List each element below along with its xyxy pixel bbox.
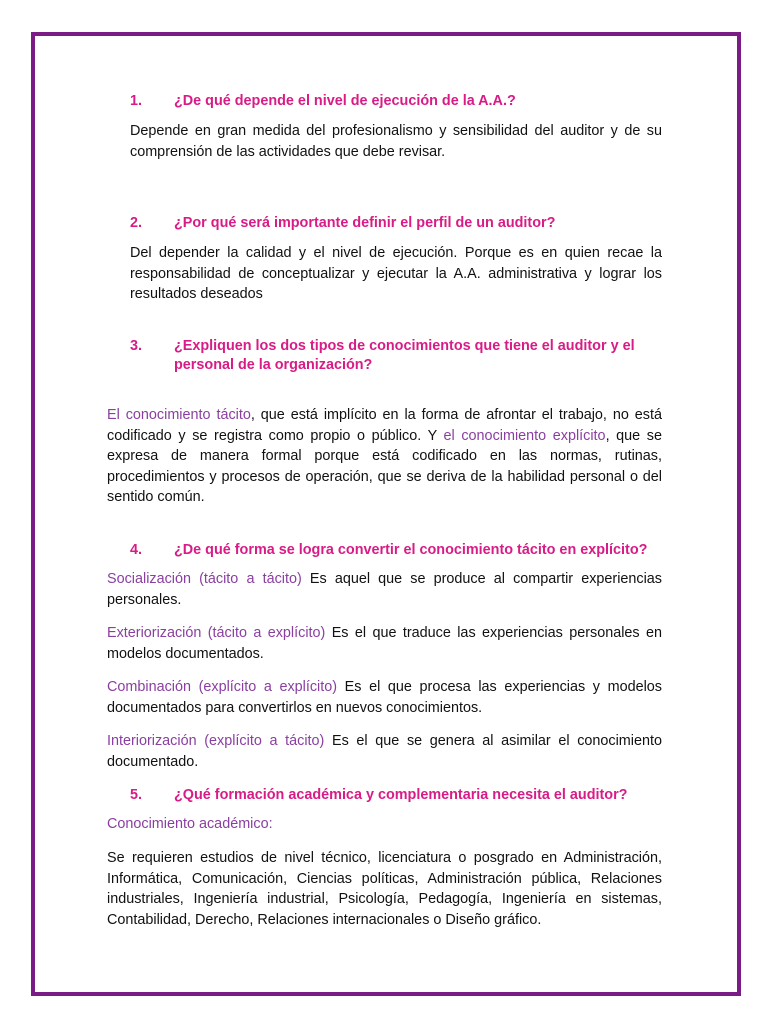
conversion-label: Exteriorización (tácito a explícito) [107,625,326,641]
answer-2: Del depender la calidad y el nivel de ejecución. Porque es en quien recae la responsabilidad de conceptualizar y ejecutar la A.A. administrativa y lograr los resultados deseados [130,245,662,302]
answer-3-text-1: , que está implícito en la forma de afrontar el trabajo, no está codificado y se registra como propio o público. Y [107,407,662,444]
question-4-text: ¿De qué forma se logra convertir el conocimiento tácito en explícito? [174,542,648,558]
question-4 [130,541,662,560]
question-5-number: 5. [130,787,143,803]
question-1-text: ¿De qué depende el nivel de ejecución de la A.A.? [174,93,516,109]
question-5-text: ¿Qué formación académica y complementaria necesita el auditor? [174,787,628,803]
question-1 [130,92,662,111]
question-4-number: 4. [130,542,143,558]
conversion-externalization [107,623,662,664]
conversion-label: Interiorización (explícito a tácito) [107,733,325,749]
question-5 [130,786,662,805]
question-2-text: ¿Por qué será importante definir el perfil de un auditor? [174,215,556,231]
conversion-internalization [107,731,662,772]
answer-5: Se requieren estudios de nivel técnico, licenciatura o posgrado en Administración, Informática, Comunicación, Ciencias políticas, Administración pública, Relaciones industriales, Ingeniería industrial, Psicología, Pedagogía, Ingeniería en sistemas, Contabilidad, Derecho, Relaciones internacionales o Diseño gráfico. [107,850,662,928]
question-2-number: 2. [130,215,143,231]
question-2 [130,214,662,233]
explicit-knowledge-term: el conocimiento explícito [443,427,606,444]
question-3-number: 3. [130,338,143,354]
question-1-number: 1. [130,93,143,109]
conversion-text: Es el que procesa las experiencias y modelos documentados para convertirlos en nuevos conocimientos. [107,679,662,716]
conversion-label: Socialización (tácito a tácito) [107,571,302,587]
answer-1: Depende en gran medida del profesionalismo y sensibilidad del auditor y de su comprensión de las actividades que debe revisar. [130,123,662,160]
conversion-text: Es aquel que se produce al compartir experiencias personales. [107,571,662,608]
conversion-text: Es el que traduce las experiencias personales en modelos documentados. [107,625,662,662]
question-3-text: ¿Expliquen los dos tipos de conocimientos que tiene el auditor y el personal de la organización? [174,338,635,373]
answer-3-text-2: , que se expresa de manera formal porque está codificado en las normas, rutinas, procedimientos y procesos de operación, que se deriva de la habilidad personal o del sentido común. [107,427,662,505]
question-3 [130,337,662,375]
conversion-label: Combinación (explícito a explícito) [107,679,338,695]
answer-3 [107,405,662,508]
conversion-combination [107,677,662,718]
conversion-text: Es el que se genera al asimilar el conocimiento documentado. [107,733,662,770]
tacit-knowledge-term: El conocimiento tácito [107,407,251,423]
academic-knowledge-heading: Conocimiento académico: [107,816,273,832]
conversion-socialization [107,569,662,610]
